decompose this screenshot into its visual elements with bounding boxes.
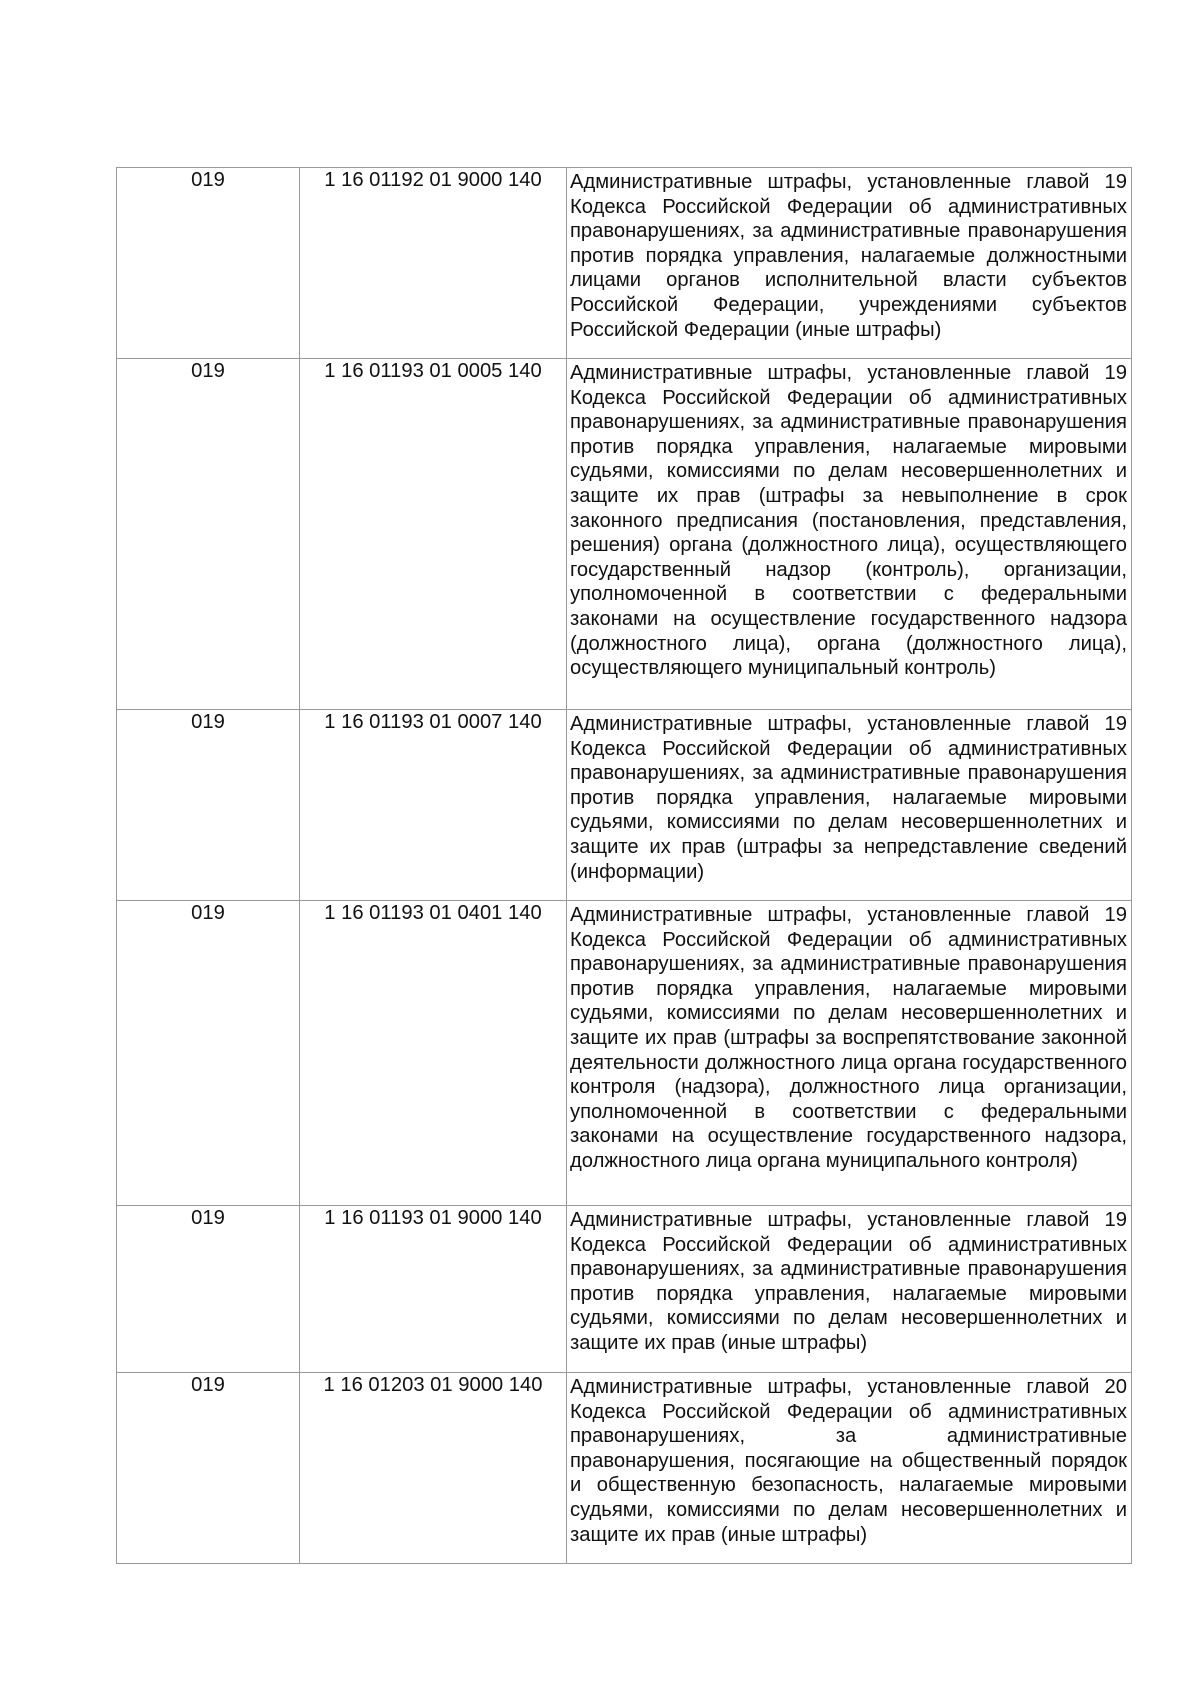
description-text: Административные штрафы, установленные главой 19 Кодекса Российской Федерации об административных правонарушениях, за административные правонарушения против порядка управления, налагаемые мировыми судьями, комиссиями по делам несовершеннолетних и защите их прав (штрафы за воспрепятствование законной деятельности должностного лица органа государственного контроля (надзора), должностного лица организации, уполномоченной в соответствии с федеральными законами на осуществление государственного надзора, должностного лица органа муниципального контроля) (570, 904, 1127, 1172)
admin-code-cell: 019 (117, 710, 300, 901)
kbk-code-cell: 1 16 01193 01 0401 140 (300, 901, 567, 1206)
table-row (117, 359, 1132, 710)
admin-code-cell: 019 (117, 1373, 300, 1564)
description-cell (567, 1373, 1132, 1564)
kbk-code-cell: 1 16 01193 01 9000 140 (300, 1206, 567, 1373)
kbk-code-cell: 1 16 01193 01 0007 140 (300, 710, 567, 901)
admin-code-cell: 019 (117, 359, 300, 710)
kbk-code-cell: 1 16 01203 01 9000 140 (300, 1373, 567, 1564)
table-row (117, 1373, 1132, 1564)
table-row (117, 901, 1132, 1206)
description-text: Административные штрафы, установленные главой 20 Кодекса Российской Федерации об административных правонарушениях, за административные правонарушения, посягающие на общественный порядок и общественную безопасность, налагаемые мировыми судьями, комиссиями по делам несовершеннолетних и защите их прав (иные штрафы) (570, 1376, 1127, 1546)
admin-code-cell: 019 (117, 1206, 300, 1373)
description-text: Административные штрафы, установленные главой 19 Кодекса Российской Федерации об административных правонарушениях, за административные правонарушения против порядка управления, налагаемые мировыми судьями, комиссиями по делам несовершеннолетних и защите их прав (иные штрафы) (570, 1209, 1127, 1354)
description-text: Административные штрафы, установленные главой 19 Кодекса Российской Федерации об административных правонарушениях, за административные правонарушения против порядка управления, налагаемые должностными лицами органов исполнительной власти субъектов Российской Федерации, учреждениями субъектов Российской Федерации (иные штрафы) (570, 171, 1127, 341)
description-text: Административные штрафы, установленные главой 19 Кодекса Российской Федерации об административных правонарушениях, за административные правонарушения против порядка управления, налагаемые мировыми судьями, комиссиями по делам несовершеннолетних и защите их прав (штрафы за невыполнение в срок законного предписания (постановления, представления, решения) органа (должностного лица), осуществляющего государственный надзор (контроль), организации, уполномоченной в соответствии с федеральными законами на осуществление государственного надзора (должностного лица), органа (должностного лица), осуществляющего муниципальный контроль) (570, 362, 1127, 680)
budget-codes-table (116, 167, 1132, 1564)
admin-code-cell: 019 (117, 901, 300, 1206)
admin-code-cell: 019 (117, 168, 300, 359)
description-text: Административные штрафы, установленные главой 19 Кодекса Российской Федерации об административных правонарушениях, за административные правонарушения против порядка управления, налагаемые мировыми судьями, комиссиями по делам несовершеннолетних и защите их прав (штрафы за непредставление сведений (информации) (570, 713, 1127, 883)
table-row (117, 1206, 1132, 1373)
table-row (117, 168, 1132, 359)
kbk-code-cell: 1 16 01192 01 9000 140 (300, 168, 567, 359)
table-row (117, 710, 1132, 901)
kbk-code-cell: 1 16 01193 01 0005 140 (300, 359, 567, 710)
